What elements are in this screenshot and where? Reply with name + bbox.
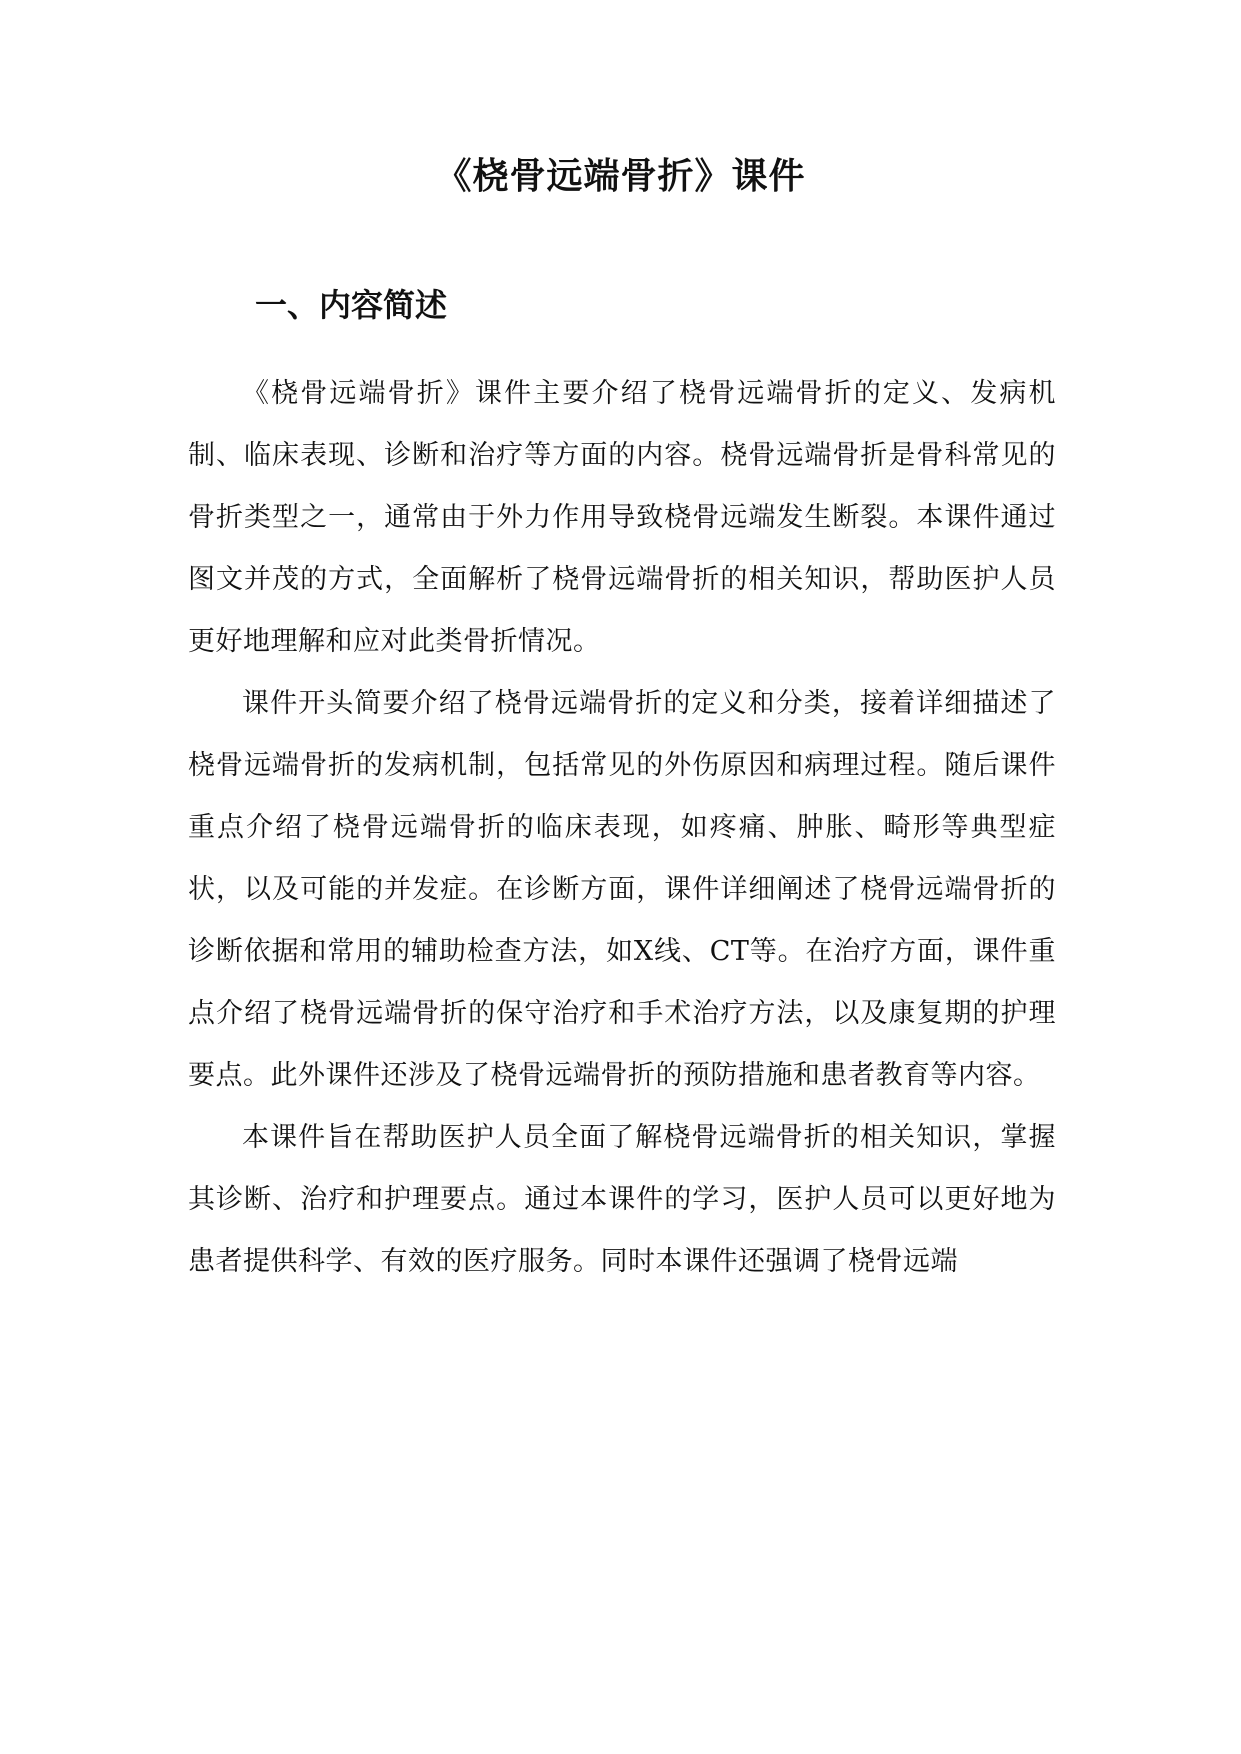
paragraph-2: 课件开头简要介绍了桡骨远端骨折的定义和分类，接着详细描述了桡骨远端骨折的发病机制，包括常见的外伤原因和病理过程。随后课件重点介绍了桡骨远端骨折的临床表现，如疼痛、肿胀、畸形等典型症状，以及可能的并发症。在诊断方面，课件详细阐述了桡骨远端骨折的诊断依据和常用的辅助检查方法，如X线、CT等。在治疗方面，课件重点介绍了桡骨远端骨折的保守治疗和手术治疗方法，以及康复期的护理要点。此外课件还涉及了桡骨远端骨折的预防措施和患者教育等内容。 [188, 688, 1056, 1091]
section-heading: 一、内容简述 [255, 286, 448, 324]
paragraph-1: 《桡骨远端骨折》课件主要介绍了桡骨远端骨折的定义、发病机制、临床表现、诊断和治疗等方面的内容。桡骨远端骨折是骨科常见的骨折类型之一，通常由于外力作用导致桡骨远端发生断裂。本课件通过图文并茂的方式，全面解析了桡骨远端骨折的相关知识，帮助医护人员更好地理解和应对此类骨折情况。 [188, 378, 1056, 657]
paragraph-3: 本课件旨在帮助医护人员全面了解桡骨远端骨折的相关知识，掌握其诊断、治疗和护理要点。通过本课件的学习，医护人员可以更好地为患者提供科学、有效的医疗服务。同时本课件还强调了桡骨远端 [188, 1122, 1056, 1277]
body-text [188, 363, 1056, 1293]
document-title: 《桡骨远端骨折》课件 [435, 155, 806, 197]
